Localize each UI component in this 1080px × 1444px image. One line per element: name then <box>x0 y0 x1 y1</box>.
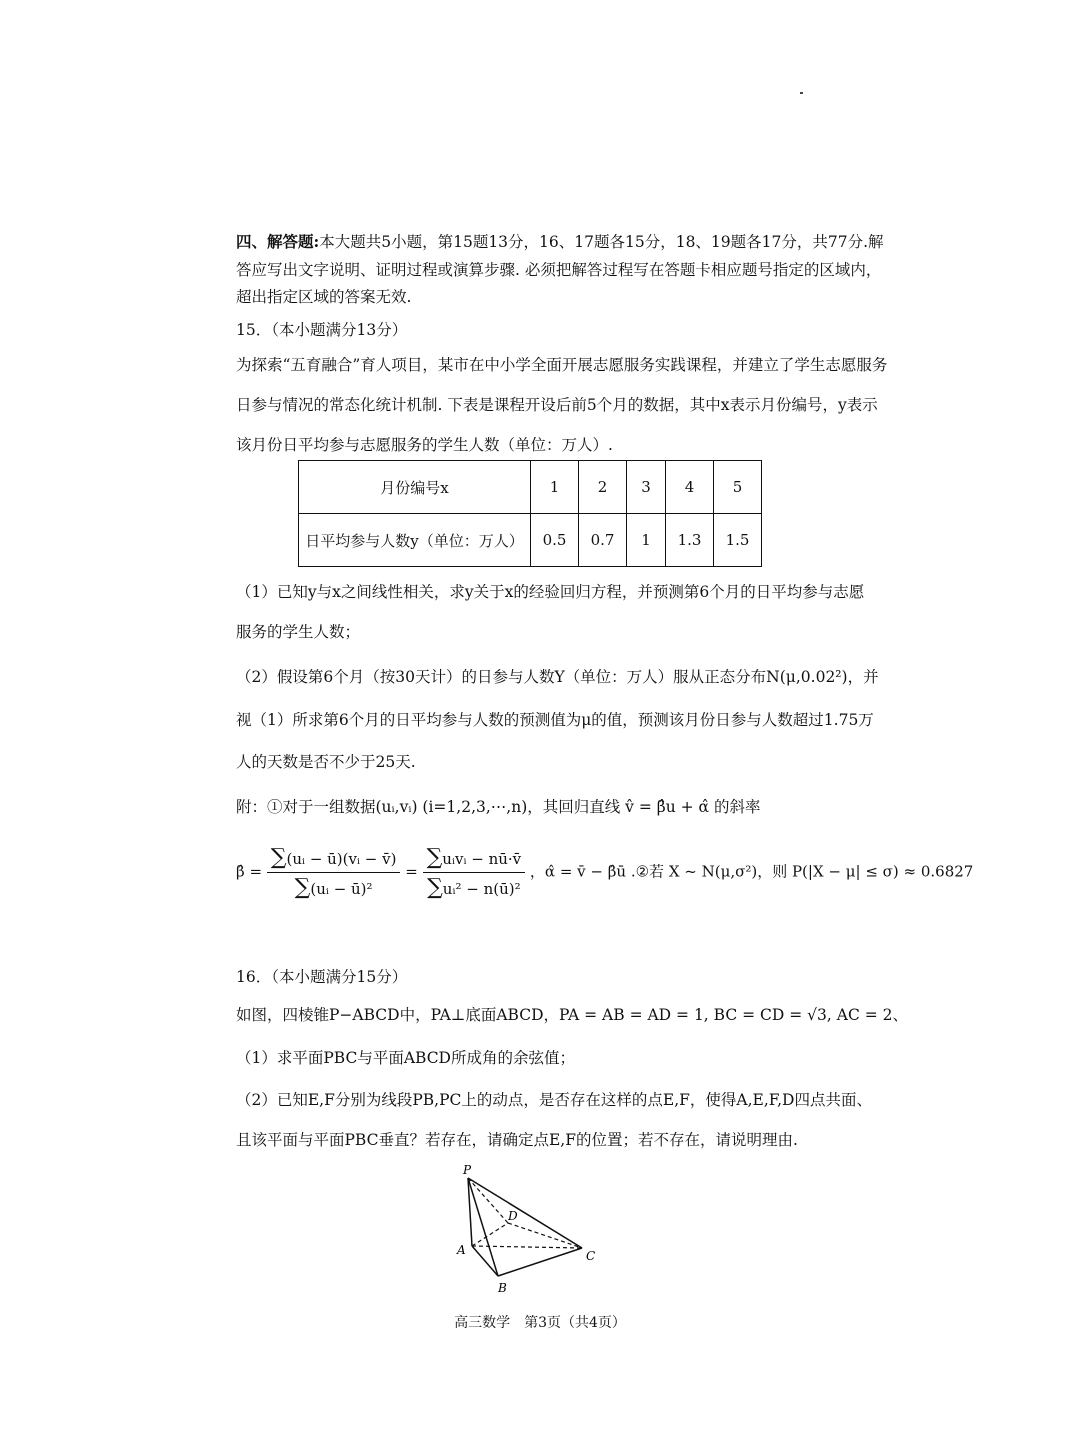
page-footer: 高三数学 第3页（共4页） <box>454 1315 626 1331</box>
edge-ad <box>472 1223 508 1246</box>
edge-pb <box>468 1178 498 1276</box>
equals-sign: = <box>405 862 418 881</box>
table-cell: 1.3 <box>666 514 714 567</box>
section-intro-line-1 <box>236 230 884 252</box>
table-cell: 5 <box>714 461 762 514</box>
table-row <box>299 461 762 514</box>
table-header-month: 月份编号x <box>299 461 531 514</box>
section-heading: 四、解答题: <box>236 232 320 251</box>
q15-part1-line-1: （1）已知y与x之间线性相关，求y关于x的经验回归方程，并预测第6个月的日平均参与志愿 <box>236 583 865 601</box>
label-b: B <box>498 1281 507 1295</box>
formula-tail: ，α̂ = v̄ − β̂ū .②若 X ~ N(μ,σ²)，则 P(|X − μ| ≤ σ) ≈ 0.6827 <box>529 862 974 881</box>
table-cell: 2 <box>579 461 627 514</box>
q15-stem-line-2: 日参与情况的常态化统计机制. 下表是课程开设后前5个月的数据，其中x表示月份编号，y表示 <box>236 396 878 414</box>
q15-stem-line-1: 为探索“五育融合”育人项目，某市在中小学全面开展志愿服务实践课程，并建立了学生志愿服务 <box>236 356 888 374</box>
label-a: A <box>457 1243 466 1257</box>
table-cell: 0.7 <box>579 514 627 567</box>
q15-title: 15．（本小题满分13分） <box>236 321 408 339</box>
q15-part2-line-1: （2）假设第6个月（按30天计）的日参与人数Y（单位：万人）服从正态分布N(μ,0.02²)，并 <box>236 668 879 686</box>
regression-formula <box>236 845 973 900</box>
table-cell: 0.5 <box>531 514 579 567</box>
section-intro-text-1: 本大题共5小题，第15题13分，16、17题各15分，18、19题各17分，共77分.解 <box>319 233 884 251</box>
label-d: D <box>508 1209 518 1223</box>
speck <box>800 92 803 94</box>
q15-data-table <box>298 460 762 567</box>
q16-part1: （1）求平面PBC与平面ABCD所成角的余弦值； <box>236 1049 575 1067</box>
q15-stem-line-3: 该月份日平均参与志愿服务的学生人数（单位：万人）. <box>236 436 613 454</box>
section-intro-line-2: 答应写出文字说明、证明过程或演算步骤. 必须把解答过程写在答题卡相应题号指定的区域内， <box>236 261 882 279</box>
edge-pd <box>468 1178 508 1223</box>
table-cell: 4 <box>666 461 714 514</box>
beta-hat: β̂ = <box>236 862 263 881</box>
fraction-2-numerator: uᵢvᵢ − nū·v̄ <box>442 850 522 868</box>
table-header-count: 日平均参与人数y（单位：万人） <box>299 514 531 567</box>
fraction-2-denominator: uᵢ² − n(ū)² <box>442 880 521 898</box>
q16-stem: 如图，四棱锥P−ABCD中，PA⊥底面ABCD，PA = AB = AD = 1, BC = CD = √3, AC = 2、 <box>236 1006 909 1024</box>
pyramid-figure <box>450 1158 610 1298</box>
table-cell: 1 <box>531 461 579 514</box>
table-cell: 3 <box>627 461 666 514</box>
q15-part1-line-2: 服务的学生人数； <box>236 623 361 641</box>
q16-title: 16．（本小题满分15分） <box>236 968 408 986</box>
q16-part2-line-1: （2）已知E,F分别为线段PB,PC上的动点，是否存在这样的点E,F，使得A,E,F,D四点共面、 <box>236 1091 872 1109</box>
q15-part2-line-3: 人的天数是否不少于25天. <box>236 753 416 771</box>
section-intro-line-3: 超出指定区域的答案无效. <box>236 288 412 306</box>
label-p: P <box>463 1163 472 1177</box>
q15-appendix: 附：①对于一组数据(uᵢ,vᵢ) (i=1,2,3,⋯,n)，其回归直线 v̂ = β̂u + α̂ 的斜率 <box>236 798 761 816</box>
q15-part2-line-2: 视（1）所求第6个月的日平均参与人数的预测值为μ的值，预测该月份日参与人数超过1.75万 <box>236 711 874 729</box>
label-c: C <box>586 1249 596 1263</box>
fraction-1: $\frac{\text{∑(uᵢ − ū)(vᵢ − v̄)}}{\text{∑(uᵢ − ū)²}}$ <box>267 845 401 900</box>
edge-dc <box>508 1223 582 1248</box>
q16-part2-line-2: 且该平面与平面PBC垂直？若存在，请确定点E,F的位置；若不存在，请说明理由. <box>236 1131 798 1149</box>
table-cell: 1.5 <box>714 514 762 567</box>
table-cell: 1 <box>627 514 666 567</box>
fraction-2: $\frac{\text{∑uᵢvᵢ − nū·v̄}}{\text{∑uᵢ² − n(ū)²}}$ <box>423 845 526 900</box>
fraction-1-numerator: (uᵢ − ū)(vᵢ − v̄) <box>286 850 397 868</box>
table-row <box>299 514 762 567</box>
edge-bc <box>498 1248 582 1276</box>
fraction-1-denominator: (uᵢ − ū)² <box>310 880 373 898</box>
